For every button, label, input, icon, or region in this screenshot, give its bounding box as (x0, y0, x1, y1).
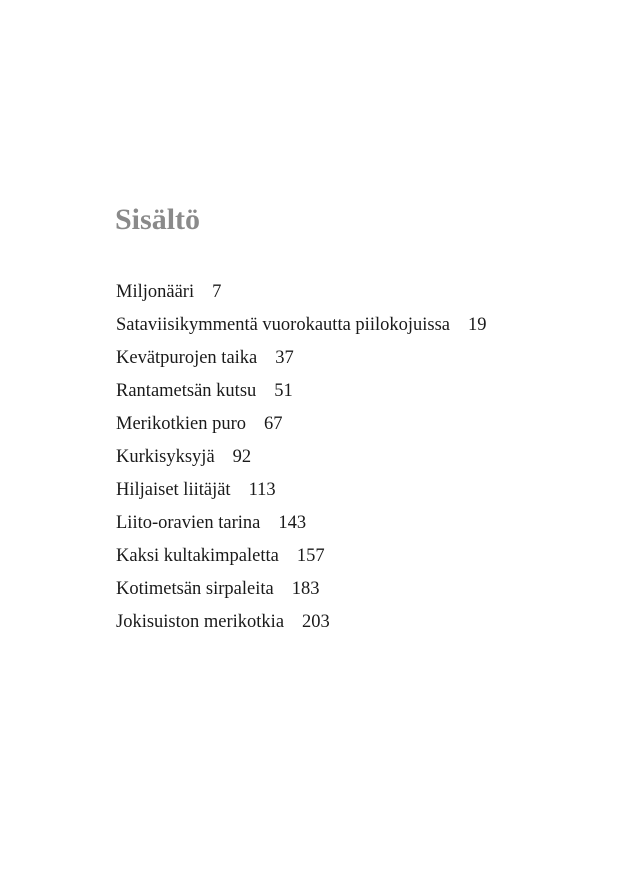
toc-entry-page: 143 (278, 513, 307, 533)
toc-entry (116, 510, 487, 543)
toc-entry (116, 609, 487, 642)
toc-entry-title: Jokisuiston merikotkia (116, 612, 285, 632)
table-of-contents (116, 279, 487, 642)
toc-entry-title: Hiljaiset liitäjät (116, 480, 231, 500)
toc-entry (116, 411, 487, 444)
toc-entry-page: 92 (232, 447, 252, 467)
toc-entry-page: 51 (274, 381, 293, 401)
toc-entry-title: Rantametsän kutsu (116, 381, 257, 401)
toc-entry-page: 157 (296, 546, 325, 566)
toc-entry-title: Kotimetsän sirpaleita (116, 579, 274, 599)
toc-entry-title: Kurkisyksyjä (116, 447, 215, 467)
toc-entry (116, 345, 487, 378)
toc-entry (116, 477, 487, 510)
toc-entry (116, 444, 487, 477)
toc-entry-page: 203 (302, 612, 330, 632)
toc-entry-page: 113 (248, 480, 276, 500)
toc-entry-page: 7 (212, 282, 222, 302)
toc-entry-page: 67 (264, 414, 283, 434)
toc-entry (116, 312, 487, 345)
toc-entry-title: Kevätpurojen taika (116, 348, 258, 368)
toc-entry-title: Sataviisikymmentä vuorokautta piilokojuissa (116, 315, 450, 335)
toc-entry (116, 279, 487, 312)
toc-entry-title: Kaksi kultakimpaletta (116, 546, 279, 566)
page-title: Sisältö (115, 203, 201, 236)
toc-entry-page: 37 (275, 348, 294, 368)
toc-entry-title: Liito-oravien tarina (116, 513, 261, 533)
toc-entry (116, 543, 487, 576)
toc-entry-title: Miljonääri (116, 282, 195, 302)
toc-entry-page: 19 (468, 315, 487, 335)
toc-entry-page: 183 (291, 579, 320, 599)
toc-entry (116, 576, 487, 609)
toc-entry (116, 378, 487, 411)
toc-entry-title: Merikotkien puro (116, 414, 246, 434)
